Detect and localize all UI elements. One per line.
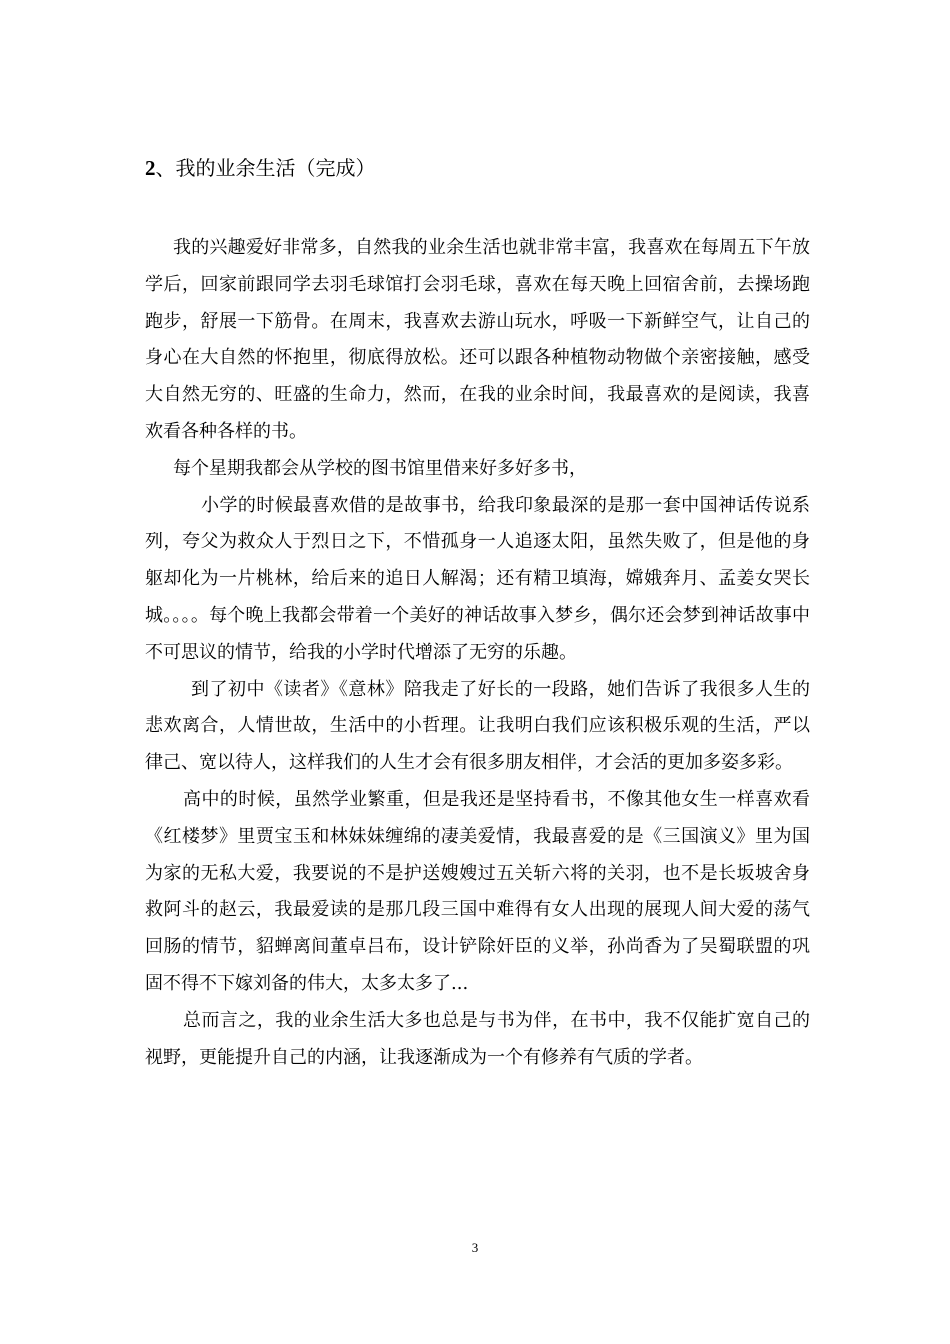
section-title: 、我的业余生活（完成） <box>155 156 376 180</box>
page-number: 3 <box>471 1240 479 1255</box>
section-number: 2 <box>145 156 156 180</box>
paragraph-middle-school: 到了初中《读者》《意林》陪我走了好长的一段路，她们告诉了我很多人生的悲欢离合，人情世故，生活中的小哲理。让我明白我们应该积极乐观的生活，严以律己、宽以待人，这样我们的人生才会有很多朋友相伴，才会活的更加多姿多彩。 <box>145 678 810 774</box>
paragraph-library: 每个星期我都会从学校的图书馆里借来好多好多书， <box>173 457 587 479</box>
body-text <box>145 230 810 1076</box>
section-heading <box>145 152 376 184</box>
paragraph-high-school: 高中的时候，虽然学业繁重，但是我还是坚持看书，不像其他女生一样喜欢看《红楼梦》里贾宝玉和林妹妹缠绵的凄美爱情，我最喜爱的是《三国演义》里为国为家的无私大爱，我要说的不是护送嫂嫂过五关斩六将的关羽，也不是长坂坡舍身救阿斗的赵云，我最爱读的是那几段三国中难得有女人出现的展现人间大爱的荡气回肠的情节，貂蝉离间董卓吕布，设计铲除奸臣的义举，孙尚香为了吴蜀联盟的巩固不得不下嫁刘备的伟大，太多太多了... <box>145 788 810 994</box>
paragraph-hobbies: 我的兴趣爱好非常多，自然我的业余生活也就非常丰富，我喜欢在每周五下午放学后，回家前跟同学去羽毛球馆打会羽毛球，喜欢在每天晚上回宿舍前，去操场跑跑步，舒展一下筋骨。在周末，我喜欢去游山玩水，呼吸一下新鲜空气，让自己的身心在大自然的怀抱里，彻底得放松。还可以跟各种植物动物做个亲密接触，感受大自然无穷的、旺盛的生命力，然而，在我的业余时间，我最喜欢的是阅读，我喜欢看各种各样的书。 <box>145 237 810 442</box>
paragraph-conclusion: 总而言之，我的业余生活大多也总是与书为伴，在书中，我不仅能扩宽自己的视野，更能提升自己的内涵，让我逐渐成为一个有修养有气质的学者。 <box>145 1009 810 1068</box>
paragraph-primary-school: 小学的时候最喜欢借的是故事书，给我印象最深的是那一套中国神话传说系列，夸父为救众人于烈日之下，不惜孤身一人追逐太阳，虽然失败了，但是他的身躯却化为一片桃林，给后来的追日人解渴；还有精卫填海，嫦娥奔月、孟姜女哭长城。。。。每个晚上我都会带着一个美好的神话故事入梦乡，偶尔还会梦到神话故事中不可思议的情节，给我的小学时代增添了无穷的乐趣。 <box>145 494 810 663</box>
